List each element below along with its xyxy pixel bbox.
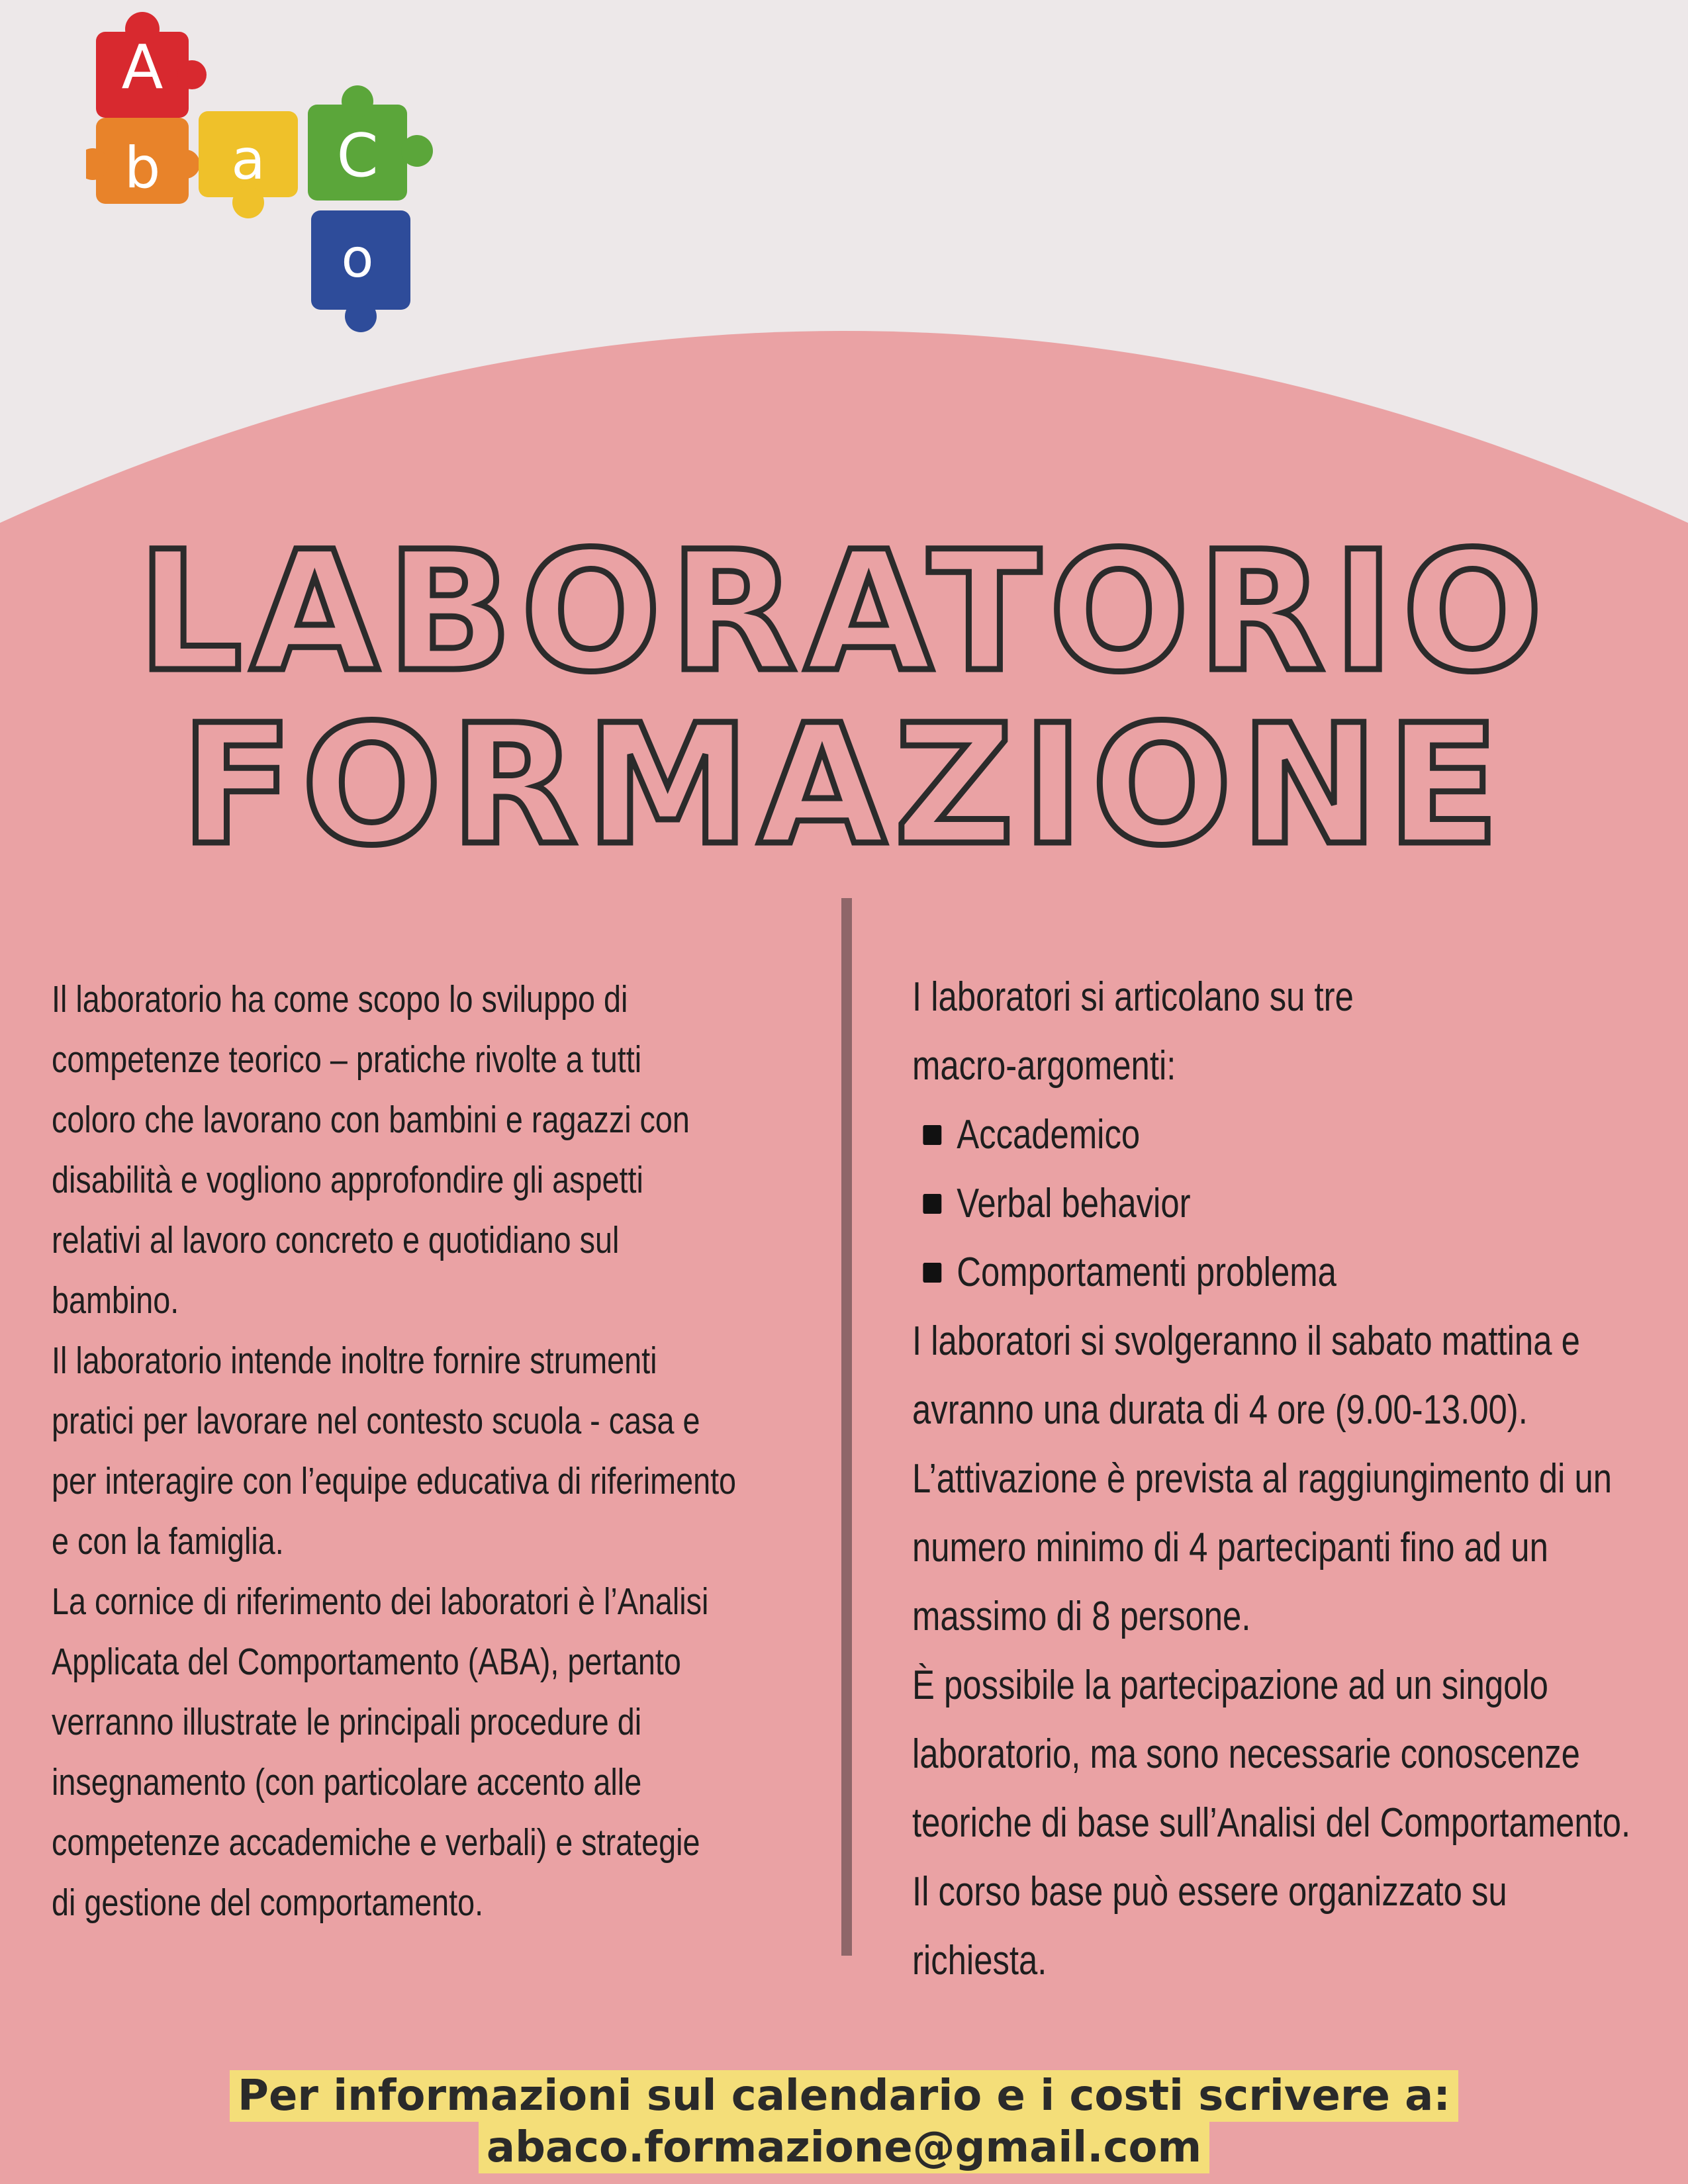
- text-line: laboratorio, ma sono necessarie conoscenze: [912, 1731, 1580, 1777]
- page-title-line-1: LABORATORIO: [137, 516, 1551, 708]
- text-line: di gestione del comportamento.: [52, 1882, 484, 1924]
- text-line: La cornice di riferimento dei laboratori è l’Analisi: [52, 1580, 709, 1623]
- text-line: competenze teorico – pratiche rivolte a tutti: [52, 1038, 642, 1081]
- details-right-column: [912, 963, 1680, 1995]
- svg-text:C: C: [336, 121, 379, 191]
- text-line: avranno una durata di 4 ore (9.00-13.00).: [912, 1387, 1528, 1433]
- puzzle-piece-c: [308, 85, 433, 201]
- puzzle-piece-o: [311, 210, 410, 332]
- text-line: coloro che lavorano con bambini e ragazzi con: [52, 1099, 690, 1141]
- bullet-label: Verbal behavior: [957, 1181, 1191, 1226]
- text-line: e con la famiglia.: [52, 1520, 284, 1563]
- bullet-item-verbal-behavior: [912, 1169, 1542, 1238]
- bullet-item-comportamenti-problema: [912, 1238, 1542, 1307]
- abaco-puzzle-logo: [86, 5, 444, 336]
- text-line: pratici per lavorare nel contesto scuola - casa e: [52, 1400, 700, 1442]
- text-line: Il corso base può essere organizzato su: [912, 1869, 1507, 1915]
- column-divider: [841, 898, 852, 1956]
- text-line: richiesta.: [912, 1938, 1047, 1983]
- text-line: I laboratori si articolano su tre: [912, 974, 1354, 1020]
- puzzle-piece-a-small: [199, 111, 298, 218]
- text-line: disabilità e vogliono approfondire gli aspetti: [52, 1159, 643, 1201]
- text-line: I laboratori si svolgeranno il sabato mattina e: [912, 1318, 1580, 1364]
- contact-email-link[interactable]: abaco.formazione@gmail.com: [479, 2122, 1209, 2173]
- text-line: relativi al lavoro concreto e quotidiano sul: [52, 1219, 620, 1261]
- text-line: È possibile la partecipazione ad un singolo: [912, 1662, 1548, 1708]
- description-left-column: [52, 970, 833, 1933]
- text-line: L’attivazione è prevista al raggiungimento di un: [912, 1456, 1613, 1502]
- square-bullet-icon: [923, 1125, 941, 1145]
- bullet-label: Accademico: [957, 1112, 1141, 1158]
- svg-text:a: a: [231, 127, 265, 192]
- text-line: bambino.: [52, 1279, 179, 1322]
- page-title-line-2: FORMAZIONE: [180, 689, 1508, 882]
- svg-text:o: o: [341, 228, 374, 289]
- text-line: macro-argomenti:: [912, 1043, 1176, 1089]
- text-line: Il laboratorio intende inoltre fornire strumenti: [52, 1340, 657, 1382]
- puzzle-piece-b: [86, 118, 200, 204]
- text-line: competenze accademiche e verbali) e strategie: [52, 1821, 700, 1864]
- square-bullet-icon: [923, 1194, 941, 1214]
- text-line: teoriche di base sull’Analisi del Comportamento.: [912, 1800, 1631, 1846]
- puzzle-piece-a: [96, 12, 207, 118]
- text-line: verranno illustrate le principali procedure di: [52, 1701, 642, 1743]
- bullet-item-accademico: [912, 1101, 1542, 1169]
- text-line: numero minimo di 4 partecipanti fino ad un: [912, 1525, 1548, 1570]
- text-line: massimo di 8 persone.: [912, 1594, 1251, 1639]
- contact-info-text: Per informazioni sul calendario e i costi scrivere a:: [230, 2070, 1458, 2122]
- svg-text:A: A: [121, 32, 164, 103]
- bullet-label: Comportamenti problema: [957, 1250, 1336, 1295]
- text-line: Il laboratorio ha come scopo lo sviluppo di: [52, 978, 628, 1021]
- text-line: per interagire con l’equipe educativa di riferimento: [52, 1460, 737, 1502]
- text-line: insegnamento (con particolare accento alle: [52, 1761, 642, 1803]
- text-line: Applicata del Comportamento (ABA), pertanto: [52, 1641, 681, 1683]
- square-bullet-icon: [923, 1263, 941, 1283]
- contact-footer: [0, 2070, 1688, 2173]
- svg-text:b: b: [124, 135, 161, 201]
